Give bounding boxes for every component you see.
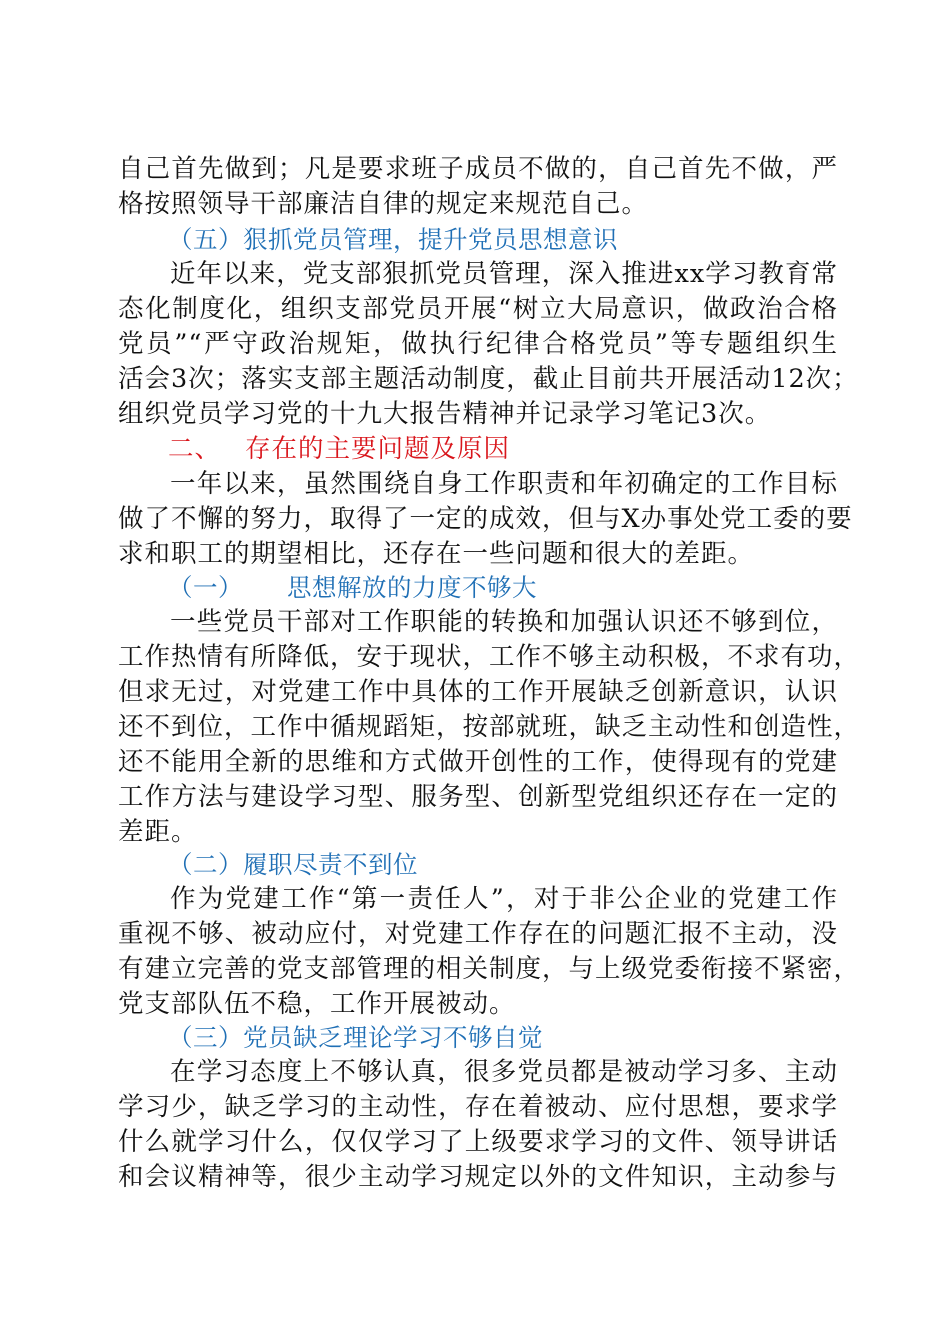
text-line: 作为党建工作“第一责任人”，对于非公企业的党建工作	[170, 884, 838, 914]
text-line: 但求无过，对党建工作中具体的工作开展缺乏创新意识，认识	[118, 677, 838, 707]
text-line: 差距。	[118, 817, 198, 847]
text-line: 党员”“严守政治规矩，做执行纪律合格党员”等专题组织生	[118, 329, 838, 359]
text-line: 态化制度化，组织支部党员开展“树立大局意识，做政治合格	[118, 294, 838, 324]
section-heading-5: （五）狠抓党员管理，提升党员思想意识	[168, 225, 618, 254]
text-line: 重视不够、被动应付，对党建工作存在的问题汇报不主动，没	[118, 919, 838, 949]
text-line: 有建立完善的党支部管理的相关制度，与上级党委衔接不紧密，	[118, 954, 861, 984]
text-line: 活会3次；落实支部主题活动制度，截止目前共开展活动12次；	[118, 364, 859, 394]
text-line: 党支部队伍不稳，工作开展被动。	[118, 989, 516, 1019]
section-heading-3: （三）党员缺乏理论学习不够自觉	[168, 1023, 543, 1052]
text-line: 一些党员干部对工作职能的转换和加强认识还不够到位，	[170, 607, 838, 637]
text-line: 工作热情有所降低，安于现状，工作不够主动积极，不求有功，	[118, 642, 861, 672]
text-line: 格按照领导干部廉洁自律的规定来规范自己。	[118, 189, 649, 219]
paragraph-continued	[118, 152, 838, 222]
text-line: 和会议精神等，很少主动学习规定以外的文件知识，主动参与	[118, 1162, 838, 1192]
text-line: 一年以来，虽然围绕自身工作职责和年初确定的工作目标	[170, 469, 838, 499]
paragraph-responsibility	[118, 882, 861, 1022]
text-line: 学习少，缺乏学习的主动性，存在着被动、应付思想，要求学	[118, 1092, 838, 1122]
text-line: 还不能用全新的思维和方式做开创性的工作，使得现有的党建	[118, 747, 838, 777]
paragraph-thought-liberation	[118, 605, 861, 850]
text-line: 组织党员学习党的十九大报告精神并记录学习笔记3次。	[118, 399, 772, 429]
text-line: 近年以来，党支部狠抓党员管理，深入推进xx学习教育常	[170, 259, 838, 289]
text-line: 在学习态度上不够认真，很多党员都是被动学习多、主动	[170, 1057, 838, 1087]
section-heading-2: （二）履职尽责不到位	[168, 850, 418, 879]
chapter-number: 二、	[168, 434, 222, 464]
paragraph-overview	[118, 467, 853, 572]
text-line: 工作方法与建设学习型、服务型、创新型党组织还存在一定的	[118, 782, 838, 812]
chapter-title: 存在的主要问题及原因	[245, 434, 511, 464]
chapter-heading-two	[168, 432, 510, 467]
section-title: 思想解放的力度不够大	[287, 573, 537, 602]
section-heading-1	[168, 570, 537, 605]
text-line: 自己首先做到；凡是要求班子成员不做的，自己首先不做，严	[118, 154, 838, 184]
text-line: 什么就学习什么，仅仅学习了上级要求学习的文件、领导讲话	[118, 1127, 838, 1157]
text-line: 还不到位，工作中循规蹈矩，按部就班，缺乏主动性和创造性，	[118, 712, 861, 742]
text-line: 做了不懈的努力，取得了一定的成效，但与X办事处党工委的要	[118, 504, 853, 534]
section-number: （一）	[168, 573, 243, 602]
paragraph-party-management	[118, 257, 859, 432]
text-line: 求和职工的期望相比，还存在一些问题和很大的差距。	[118, 539, 755, 569]
paragraph-theory-study	[118, 1055, 838, 1195]
